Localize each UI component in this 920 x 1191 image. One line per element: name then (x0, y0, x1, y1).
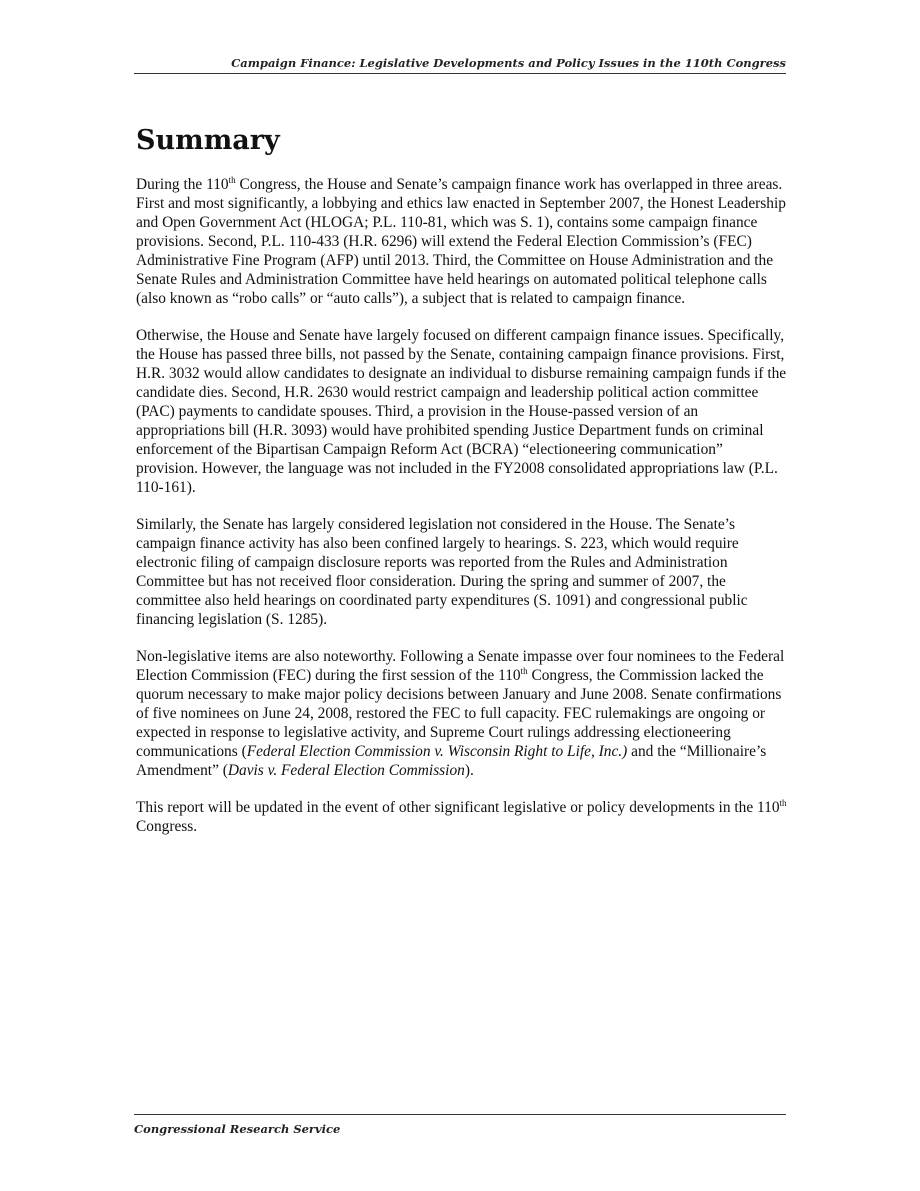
text-run: Congress, the Commission lacked the quorum necessary to make major policy decisions between January and June 2008. Senate confirmations of five nominees on June 24, 2008, restored the FEC to full capacity. FEC rulemakings are ongoing or expected in response to legislative activity, and Supreme Court rulings addressing electioneering communications ( (136, 667, 782, 760)
text-run: Congress. (136, 818, 198, 835)
paragraph-non-legislative (136, 647, 788, 780)
text-run: During the 110 (136, 176, 229, 193)
ordinal-suffix: th (779, 798, 787, 808)
text-run: and the “Millionaire’s Amendment” ( (136, 743, 767, 779)
page-title: Summary (136, 125, 280, 156)
case-citation: Davis v. Federal Election Commission (227, 762, 465, 779)
ordinal-suffix: th (228, 175, 236, 185)
running-footer: Congressional Research Service (134, 1114, 786, 1136)
text-run: Non-legislative items are also noteworthy. Following a Senate impasse over four nominees to the Federal Election Commission (FEC) during the first session of the 110 (136, 648, 785, 684)
ordinal-suffix: th (520, 666, 528, 676)
running-header: Campaign Finance: Legislative Developments and Policy Issues in the 110th Congress (134, 53, 786, 74)
text-run: This report will be updated in the event of other significant legislative or policy developments in the 110 (136, 799, 780, 816)
paragraph-update-note (136, 798, 788, 836)
summary-body (136, 175, 788, 854)
text-run: ). (464, 762, 474, 779)
paragraph-senate: Similarly, the Senate has largely considered legislation not considered in the House. The Senate’s campaign finance activity has also been confined largely to hearings. S. 223, which would require electronic filing of campaign disclosure reports was reported from the Rules and Administration Committee but has not received floor consideration. During the spring and summer of 2007, the committee also held hearings on coordinated party expenditures (S. 1091) and congressional public financing legislation (S. 1285). (136, 516, 748, 628)
paragraph-overlap (136, 175, 788, 308)
paragraph-house: Otherwise, the House and Senate have largely focused on different campaign finance issues. Specifically, the House has passed three bills, not passed by the Senate, containing campaign finance provisions. First, H.R. 3032 would allow candidates to designate an individual to disburse remaining campaign funds if the candidate dies. Second, H.R. 2630 would restrict campaign and leadership political action committee (PAC) payments to candidate spouses. Third, a provision in the House-passed version of an appropriations bill (H.R. 3093) would have prohibited spending Justice Department funds on criminal enforcement of the Bipartisan Campaign Reform Act (BCRA) “electioneering communication” provision. However, the language was not included in the FY2008 consolidated appropriations law (P.L. 110-161). (136, 327, 787, 496)
case-citation: Federal Election Commission v. Wisconsin Right to Life, Inc.) (246, 743, 628, 760)
text-run: Congress, the House and Senate’s campaign finance work has overlapped in three areas. First and most significantly, a lobbying and ethics law enacted in September 2007, the Honest Leadership and Open Government Act (HLOGA; P.L. 110-81, which was S. 1), contains some campaign finance provisions. Second, P.L. 110-433 (H.R. 6296) will extend the Federal Election Commission’s (FEC) Administrative Fine Program (AFP) until 2013. Third, the Committee on House Administration and the Senate Rules and Administration Committee have held hearings on automated political telephone calls (also known as “robo calls” or “auto calls”), a subject that is related to campaign finance. (136, 176, 786, 307)
